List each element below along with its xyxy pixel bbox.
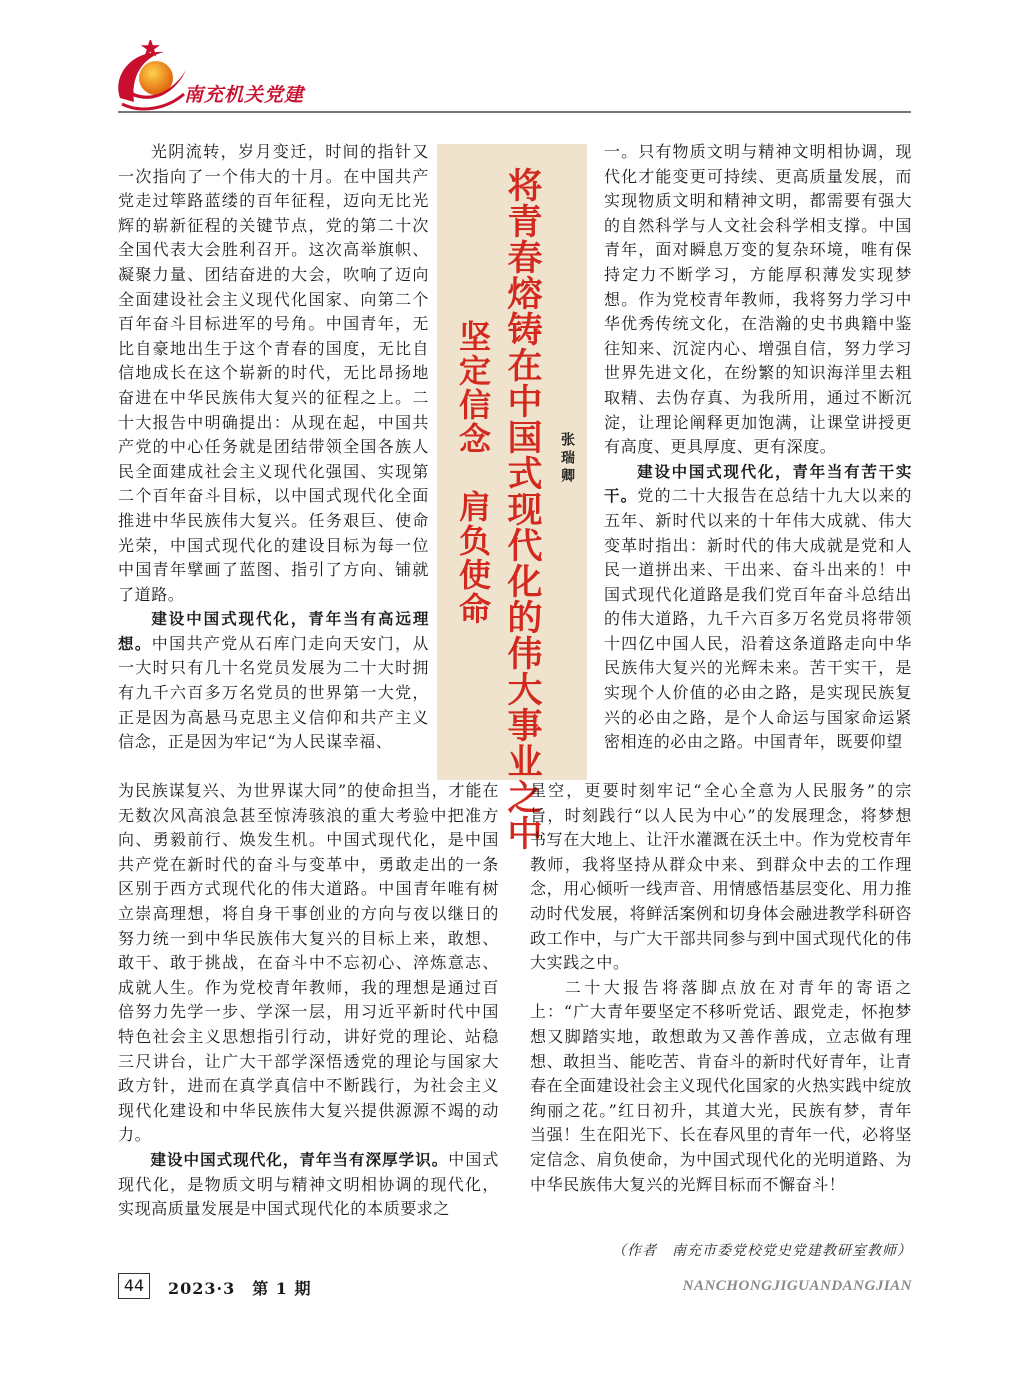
- footer-publication-pinyin: NANCHONGJIGUANDANGJIAN: [682, 1278, 912, 1294]
- section-heading-hardwork: 建设中国式现代化，青年当有苦干实干。: [604, 462, 912, 506]
- page-number: 44: [118, 1273, 150, 1299]
- section-heading-ideals: 建设中国式现代化，青年当有高远理想。: [118, 610, 429, 653]
- article-title: 将青春熔铸在中国式现代化的伟大事业之中: [502, 167, 542, 851]
- intro-text: 光阴流转，岁月变迁，时间的指针又一次指向了一个伟大的十月。在中国共产党走过筚路蓝缕的百年征程，迈向无比光辉的崭新征程的关键节点，党的第二十次全国代表大会胜利召开。这次高举旗帜、凝聚力量、团结奋进的大会，吹响了迈向全面建设社会主义现代化国家、向第二个百年奋斗目标进军的号角。中国青年，无比自豪地出生于这个青春的国度，无比自信地成长在这个崭新的时代，无比昂扬地奋进在中华民族伟大复兴的征程之上。二十大报告中明确提出：从现在起，中国共产党的中心任务就是团结带领全国各族人民全面建成社会主义现代化强国、实现第二个百年奋斗目标，以中国式现代化全面推进中华民族伟大复兴。任务艰巨、使命光荣，中国式现代化的建设目标为每一位中国青年擘画了蓝图、指引了方向、铺就了道路。: [118, 142, 429, 604]
- hardwork-text-a: 党的二十大报告在总结十九大以来的五年、新时代以来的十年伟大成就、伟大变革时指出：新时代的伟大成就是党和人民一道拼出来、干出来、奋斗出来的！中国式现代化道路是我们党百年奋斗总结出的伟大道路，九千六百多万名党员将带领十四亿中国人民，沿着这条道路走向中华民族伟大复兴的光辉未来。苦干实干，是实现个人价值的必由之路，是实现民族复兴的必由之路，是个人命运与国家命运紧密相连的必由之路。中国青年，既要仰望: [604, 486, 912, 752]
- publication-name: 南充机关党建: [184, 84, 305, 106]
- knowledge-text-b: 一。只有物质文明与精神文明相协调，现代化才能变更可持续、更高质量发展，而实现物质文明和精神文明，都需要有强大的自然科学与人文社会科学相支撑。中国青年，面对瞬息万变的复杂环境，唯有保持定力不断学习，方能厚积薄发实现梦想。作为党校青年教师，我将努力学习中华优秀传统文化，在浩瀚的史书典籍中鉴往知来、沉淀内心、增强自信，努力学习世界先进文化，在纷繁的知识海洋里去粗取精、去伪存真、为我所用，通过不断沉淀，让理论阐释更加饱满，让课堂讲授更有高度、更具厚度、更有深度。: [604, 142, 912, 457]
- header-divider: [118, 111, 911, 113]
- paragraph-intro: [118, 140, 429, 755]
- section-heading-knowledge: 建设中国式现代化，青年当有深厚学识。: [150, 1150, 449, 1169]
- ideals-text-a: 中国共产党从石库门走向天安门，从一大时只有几十名党员发展为二十大时拥有九千六百多万名党员的世界第一大党，正是因为高悬马克思主义信仰和共产主义信念，正是因为牢记“为人民谋幸福、: [118, 633, 430, 752]
- paragraph-knowledge-cont: [604, 140, 912, 755]
- article-author: 张瑞卿: [559, 432, 575, 486]
- paragraph-ideals-cont: [118, 779, 499, 1222]
- hardwork-text-b: 星空，更要时刻牢记“全心全意为人民服务”的宗旨，时刻践行“以人民为中心”的发展理念，将梦想书写在大地上、让汗水灌溉在沃土中。作为党校青年教师，我将坚持从群众中来、到群众中去的工作理念，用心倾听一线声音、用情感悟基层变化、用力推动时代发展，将鲜活案例和切身体会融进教学科研咨政工作中，与广大干部共同参与到中国式现代化的伟大实践之中。: [530, 781, 912, 973]
- paragraph-hardwork-cont: [530, 779, 912, 1197]
- closing-text: 二十大报告将落脚点放在对青年的寄语之上：“广大青年要坚定不移听党话、跟党走，怀抱梦想又脚踏实地，敢想敢为又善作善成，立志做有理想、敢担当、能吃苦、肯奋斗的新时代好青年，让青春在全面建设社会主义现代化国家的火热实践中绽放绚丽之花。”红日初升，其道大光，民族有梦，青年当强！生在阳光下、长在春风里的青年一代，必将坚定信念、肩负使命，为中国式现代化的光明道路、为中华民族伟大复兴的光辉目标而不懈奋斗！: [530, 977, 912, 1194]
- issue-label: 2023·3 第 1 期: [168, 1279, 312, 1298]
- ideals-text-b: 为民族谋复兴、为世界谋大同”的使命担当，才能在无数次风高浪急甚至惊涛骇浪的重大考验中把准方向、勇毅前行、焕发生机。中国式现代化，是中国共产党在新时代的奋斗与变革中，勇敢走出的一条区别于西方式现代化的伟大道路。中国青年唯有树立崇高理想，将自身干事创业的方向与夜以继日的努力统一到中华民族伟大复兴的目标上来，敢想、敢干、敢于挑战，在奋斗中不忘初心、淬炼意志、成就人生。作为党校青年教师，我的理想是通过百倍努力先学一步、学深一层，用习近平新时代中国特色社会主义思想指引行动，讲好党的理论、站稳三尺讲台，让广大干部学深悟透党的理论与国家大政方针，进而在真学真信中不断践行，为社会主义现代化建设和中华民族伟大复兴提供源源不竭的动力。: [118, 781, 499, 1145]
- author-note: （作者 南充市委党校党史党建教研室教师）: [612, 1243, 912, 1259]
- knowledge-text-a: 中国式现代化，是物质文明与精神文明相协调的现代化，实现高质量发展是中国式现代化的本质要求之: [118, 1149, 499, 1219]
- publication-logo-icon: [112, 40, 192, 120]
- article-subtitle: 坚定信念 肩负使命: [454, 320, 492, 626]
